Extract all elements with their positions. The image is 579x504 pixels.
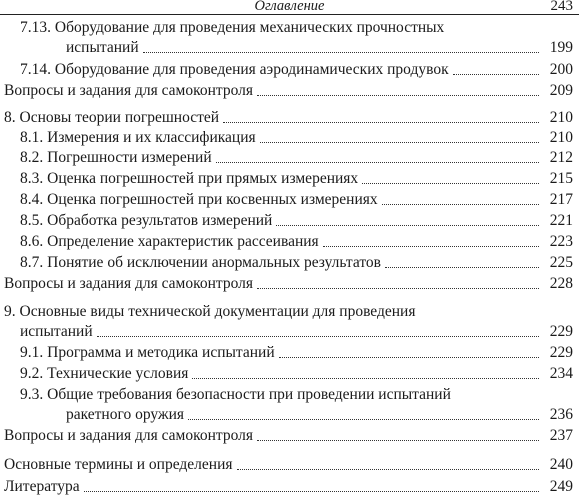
- leader-dots: [323, 226, 539, 247]
- leader-dots: [143, 32, 539, 53]
- toc-line[interactable]: [0, 81, 579, 101]
- toc-entry-text: 9. Основные виды технической документации для проведения: [4, 303, 416, 320]
- toc-entry-text: 8.3. Оценка погрешностей при прямых измерениях: [20, 170, 359, 187]
- toc-entry-text: Основные термины и определения: [4, 456, 233, 473]
- leader-dots: [257, 75, 539, 96]
- header-rule: [0, 14, 579, 15]
- toc-entry-page: 228: [549, 275, 573, 292]
- toc-line[interactable]: [0, 477, 579, 497]
- toc-entry-page: 249: [549, 478, 573, 495]
- leader-dots: [362, 163, 539, 184]
- toc-entry-page: 240: [549, 456, 573, 473]
- leader-dots: [279, 337, 539, 358]
- toc-entry-text: 9.1. Программа и методика испытаний: [20, 344, 275, 361]
- toc-entry-page: 215: [549, 170, 573, 187]
- page-number: 243: [550, 0, 573, 14]
- toc-entry-text: 8.5. Обработка результатов измерений: [20, 212, 273, 229]
- toc-line[interactable]: [0, 426, 579, 446]
- leader-dots: [223, 102, 539, 123]
- toc-entry-text: Литература: [4, 478, 80, 495]
- toc-entry-text: ракетного оружия: [66, 406, 185, 423]
- toc-entry-page: 210: [549, 129, 573, 146]
- leader-dots: [382, 184, 539, 205]
- leader-dots: [84, 471, 539, 492]
- leader-dots: [260, 122, 539, 143]
- running-head-title: Оглавление: [254, 0, 325, 14]
- toc-entry-text: 8.4. Оценка погрешностей при косвенных измерениях: [20, 191, 378, 208]
- leader-dots: [97, 316, 539, 337]
- leader-dots: [188, 399, 539, 420]
- toc-entry-page: 229: [549, 323, 573, 340]
- leader-dots: [192, 358, 539, 379]
- leader-dots: [257, 268, 539, 289]
- toc-entry-page: 229: [549, 344, 573, 361]
- toc-entry-page: 234: [549, 365, 573, 382]
- toc-entry-text: испытаний: [66, 39, 139, 56]
- leader-dots: [453, 54, 539, 75]
- toc-entry-text: 7.14. Оборудование для проведения аэродинамических продувок: [20, 61, 449, 78]
- toc-line[interactable]: [0, 364, 579, 384]
- toc-entry-page: 209: [549, 82, 573, 99]
- leader-dots: [385, 247, 539, 268]
- toc-entry-page: 221: [549, 212, 573, 229]
- toc-entry-text: Вопросы и задания для самоконтроля: [4, 275, 254, 292]
- page-header: [0, 0, 579, 14]
- toc-entry-text: 8.2. Погрешности измерений: [20, 149, 212, 166]
- toc-entry-page: 217: [549, 191, 573, 208]
- toc-entry-page: 237: [549, 427, 573, 444]
- toc-entry-text: 9.3. Общие требования безопасности при проведении испытаний: [20, 386, 451, 403]
- leader-dots: [237, 449, 539, 470]
- leader-dots: [276, 205, 539, 226]
- toc-entry-page: 200: [549, 61, 573, 78]
- toc-entry-page: 210: [549, 109, 573, 126]
- toc-entry-page: 225: [549, 254, 573, 271]
- toc-line[interactable]: [0, 274, 579, 294]
- toc-entry-text: 8.7. Понятие об исключении анормальных результатов: [20, 254, 381, 271]
- toc-entry-text: 8.1. Измерения и их классификация: [20, 129, 256, 146]
- toc-entry-text: Вопросы и задания для самоконтроля: [4, 82, 254, 99]
- leader-dots: [216, 142, 539, 163]
- toc-entry-text: 8. Основы теории погрешностей: [4, 109, 220, 126]
- toc-entry-page: 223: [549, 233, 573, 250]
- toc-entry-text: 9.2. Технические условия: [20, 365, 189, 382]
- toc-entry-page: 212: [549, 149, 573, 166]
- toc-entry-page: 199: [549, 39, 573, 56]
- toc-entry-text: 7.13. Оборудование для проведения механических прочностных: [20, 19, 445, 36]
- toc-entry-text: 8.6. Определение характеристик рассеивания: [20, 233, 319, 250]
- toc-entry-page: 236: [549, 406, 573, 423]
- toc-entry-text: испытаний: [20, 323, 93, 340]
- toc-entry-text: Вопросы и задания для самоконтроля: [4, 427, 254, 444]
- leader-dots: [257, 420, 539, 441]
